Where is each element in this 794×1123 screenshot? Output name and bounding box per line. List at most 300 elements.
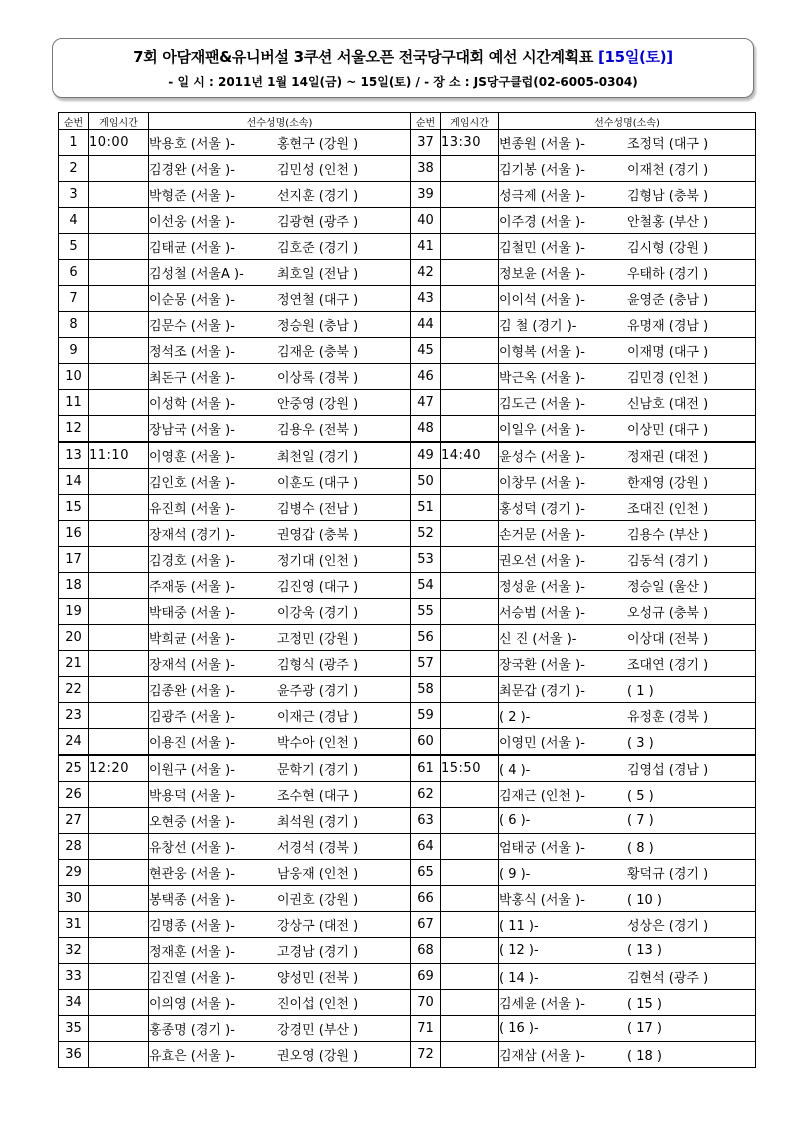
player-two: 정승원 (충남 ) (277, 319, 359, 334)
player-one: 이영훈 (서울 )- (149, 450, 235, 465)
player-two: 최천일 (경기 ) (277, 450, 359, 465)
match-players (499, 364, 756, 390)
game-time (89, 990, 149, 1016)
row-number: 67 (411, 912, 441, 938)
game-time (441, 1016, 499, 1042)
player-two: 유정훈 (경북 ) (627, 710, 709, 725)
game-time (441, 234, 499, 260)
player-two: 김병수 (전남 ) (277, 502, 359, 517)
game-time (441, 938, 499, 964)
game-time (89, 547, 149, 573)
game-time (89, 573, 149, 599)
player-one: ( 16 )- (499, 1021, 539, 1036)
player-two: 진이섭 (인천 ) (277, 997, 359, 1012)
match-players (499, 599, 756, 625)
game-time (441, 573, 499, 599)
table-row (411, 390, 756, 416)
table-row (59, 677, 411, 703)
player-one: 유진희 (서울 )- (149, 502, 235, 517)
row-number: 43 (411, 286, 441, 312)
player-one: 이원구 (서울 )- (149, 763, 235, 778)
game-time (441, 808, 499, 834)
game-time (441, 1042, 499, 1068)
player-one: 엄태궁 (서울 )- (499, 841, 585, 856)
table-row (411, 547, 756, 573)
player-two: 정승일 (울산 ) (627, 580, 709, 595)
row-number: 59 (411, 703, 441, 729)
player-two: ( 10 ) (627, 893, 662, 908)
player-two: 이강욱 (경기 ) (277, 606, 359, 621)
game-time (89, 234, 149, 260)
player-one: 김성철 (서울A )- (149, 267, 244, 282)
player-two: 오성규 (충북 ) (627, 606, 709, 621)
match-players (499, 808, 756, 834)
player-one: 최문갑 (경기 )- (499, 684, 585, 699)
game-time (441, 416, 499, 443)
player-one: 권오선 (서울 )- (499, 554, 585, 569)
row-number: 44 (411, 312, 441, 338)
table-row (411, 938, 756, 964)
player-one: 이주경 (서울 )- (499, 215, 585, 230)
player-one: 박근옥 (서울 )- (499, 371, 585, 386)
player-one: 김기봉 (서울 )- (499, 163, 585, 178)
match-players (149, 938, 411, 964)
table-row (59, 182, 411, 208)
match-players (499, 912, 756, 938)
player-two: 최호일 (전남 ) (277, 267, 359, 282)
game-time: 10:00 (89, 130, 149, 156)
match-players (499, 860, 756, 886)
match-players (499, 990, 756, 1016)
row-number: 69 (411, 964, 441, 990)
player-two: 김용우 (전북 ) (277, 423, 359, 438)
row-number: 37 (411, 130, 441, 156)
table-row (411, 625, 756, 651)
player-one: ( 4 )- (499, 763, 531, 778)
row-number: 40 (411, 208, 441, 234)
player-two: 윤주광 (경기 ) (277, 684, 359, 699)
player-one: 이일우 (서울 )- (499, 423, 585, 438)
table-row (59, 573, 411, 599)
match-players (149, 782, 411, 808)
match-players (499, 260, 756, 286)
game-time: 12:20 (89, 755, 149, 782)
player-two: 이재명 (대구 ) (627, 345, 709, 360)
player-two: 조정덕 (대구 ) (627, 137, 709, 152)
match-players (499, 130, 756, 156)
player-two: 고경남 (경기 ) (277, 945, 359, 960)
player-one: 주재동 (서울 )- (149, 580, 235, 595)
schedule-table-left (58, 112, 411, 1068)
column-header-num: 순번 (59, 113, 89, 130)
row-number: 22 (59, 677, 89, 703)
player-two: 안중영 (강원 ) (277, 397, 359, 412)
match-players (499, 286, 756, 312)
row-number: 7 (59, 286, 89, 312)
player-two: 김광현 (광주 ) (277, 215, 359, 230)
row-number: 30 (59, 886, 89, 912)
player-two: 고정민 (강원 ) (277, 632, 359, 647)
player-two: 최석원 (경기 ) (277, 815, 359, 830)
table-row (59, 599, 411, 625)
game-time (441, 547, 499, 573)
player-one: 이선웅 (서울 )- (149, 215, 235, 230)
table-row (411, 599, 756, 625)
match-players (149, 260, 411, 286)
match-players (149, 912, 411, 938)
game-time (441, 469, 499, 495)
player-one: 이순몽 (서울 )- (149, 293, 235, 308)
table-row (59, 442, 411, 469)
player-two: 김호준 (경기 ) (277, 241, 359, 256)
game-time (441, 312, 499, 338)
table-row (59, 390, 411, 416)
player-one: 정재훈 (서울 )- (149, 945, 235, 960)
row-number: 10 (59, 364, 89, 390)
match-players (499, 521, 756, 547)
game-time (441, 521, 499, 547)
player-two: 유명재 (경남 ) (627, 319, 709, 334)
table-row (59, 521, 411, 547)
table-row (411, 130, 756, 156)
match-players (149, 651, 411, 677)
match-players (149, 469, 411, 495)
player-two: 황덕규 (경기 ) (627, 867, 709, 882)
column-header-num: 순번 (411, 113, 441, 130)
row-number: 20 (59, 625, 89, 651)
table-row (59, 651, 411, 677)
player-one: 장재석 (경기 )- (149, 528, 235, 543)
match-players (149, 208, 411, 234)
game-time (441, 964, 499, 990)
row-number: 38 (411, 156, 441, 182)
match-players (499, 182, 756, 208)
table-row (411, 208, 756, 234)
player-two: 이재천 (경기 ) (627, 163, 709, 178)
player-two: 정연철 (대구 ) (277, 293, 359, 308)
player-two: 서경석 (경북 ) (277, 841, 359, 856)
player-one: 정보윤 (서울 )- (499, 267, 585, 282)
player-one: 이형복 (서울 )- (499, 345, 585, 360)
table-row (59, 364, 411, 390)
row-number: 21 (59, 651, 89, 677)
match-players (499, 677, 756, 703)
row-number: 5 (59, 234, 89, 260)
match-players (499, 782, 756, 808)
row-number: 64 (411, 834, 441, 860)
player-one: 서승범 (서울 )- (499, 606, 585, 621)
table-row (411, 312, 756, 338)
player-one: 김태균 (서울 )- (149, 241, 235, 256)
player-two: 김시형 (강원 ) (627, 241, 709, 256)
game-time (89, 729, 149, 756)
match-players (149, 182, 411, 208)
player-one: 김세윤 (서울 )- (499, 997, 585, 1012)
table-row (59, 834, 411, 860)
match-players (149, 1016, 411, 1042)
player-one: ( 6 )- (499, 813, 531, 828)
table-row (59, 260, 411, 286)
match-players (499, 625, 756, 651)
player-two: ( 1 ) (627, 684, 654, 699)
match-players (149, 156, 411, 182)
game-time (89, 912, 149, 938)
player-one: 홍성덕 (경기 )- (499, 502, 585, 517)
match-players (499, 338, 756, 364)
row-number: 48 (411, 416, 441, 443)
table-row (411, 703, 756, 729)
player-two: 정재권 (대전 ) (627, 450, 709, 465)
match-players (499, 416, 756, 443)
row-number: 46 (411, 364, 441, 390)
match-players (499, 1016, 756, 1042)
player-one: 김명종 (서울 )- (149, 919, 235, 934)
player-two: 박수아 (인천 ) (277, 736, 359, 751)
player-two: ( 5 ) (627, 789, 654, 804)
match-players (149, 729, 411, 756)
row-number: 16 (59, 521, 89, 547)
game-time (441, 182, 499, 208)
player-two: 한재영 (강원 ) (627, 476, 709, 491)
player-one: 봉택종 (서울 )- (149, 893, 235, 908)
row-number: 36 (59, 1042, 89, 1068)
game-time (89, 182, 149, 208)
row-number: 11 (59, 390, 89, 416)
player-one: 박홍식 (서울 )- (499, 893, 585, 908)
row-number: 2 (59, 156, 89, 182)
player-two: 이재근 (경남 ) (277, 710, 359, 725)
table-row (59, 1016, 411, 1042)
player-two: 안철홍 (부산 ) (627, 215, 709, 230)
game-time (441, 338, 499, 364)
player-two: 정기대 (인천 ) (277, 554, 359, 569)
match-players (499, 651, 756, 677)
match-players (499, 729, 756, 756)
row-number: 56 (411, 625, 441, 651)
match-players (149, 1042, 411, 1068)
row-number: 66 (411, 886, 441, 912)
match-players (149, 547, 411, 573)
player-two: 김재운 (충북 ) (277, 345, 359, 360)
table-row (59, 130, 411, 156)
game-time (441, 729, 499, 756)
table-row (59, 860, 411, 886)
row-number: 9 (59, 338, 89, 364)
match-players (499, 703, 756, 729)
game-time: 14:40 (441, 442, 499, 469)
table-row (59, 208, 411, 234)
table-row (411, 651, 756, 677)
match-players (499, 442, 756, 469)
table-row (59, 755, 411, 782)
row-number: 29 (59, 860, 89, 886)
player-one: 유창선 (서울 )- (149, 841, 235, 856)
column-header-players: 선수성명(소속) (149, 113, 411, 130)
player-one: 김경완 (서울 )- (149, 163, 235, 178)
title-date-highlight: [15일(토)] (597, 48, 673, 66)
player-two: 조수현 (대구 ) (277, 789, 359, 804)
table-row (411, 1016, 756, 1042)
game-time (441, 912, 499, 938)
game-time (441, 886, 499, 912)
player-one: 김재삼 (서울 )- (499, 1049, 585, 1064)
match-players (499, 156, 756, 182)
player-one: 장국환 (서울 )- (499, 658, 585, 673)
player-two: 이상대 (전북 ) (627, 632, 709, 647)
player-two: 윤영준 (충남 ) (627, 293, 709, 308)
player-two: 권영갑 (충북 ) (277, 528, 359, 543)
match-players (149, 573, 411, 599)
game-time (441, 834, 499, 860)
match-players (149, 495, 411, 521)
game-time (89, 1016, 149, 1042)
game-time (441, 495, 499, 521)
player-one: 장재석 (서울 )- (149, 658, 235, 673)
player-two: 홍현구 (강원 ) (277, 137, 359, 152)
match-players (149, 286, 411, 312)
player-two: ( 13 ) (627, 943, 662, 958)
row-number: 42 (411, 260, 441, 286)
header-box (52, 38, 754, 98)
match-players (149, 860, 411, 886)
table-row (59, 729, 411, 756)
player-two: 신남호 (대전 ) (627, 397, 709, 412)
player-one: 이이석 (서울 )- (499, 293, 585, 308)
player-one: 최돈구 (서울 )- (149, 371, 235, 386)
game-time (89, 782, 149, 808)
player-two: 남웅재 (인천 ) (277, 867, 359, 882)
game-time (89, 808, 149, 834)
game-time (89, 286, 149, 312)
player-one: ( 2 )- (499, 710, 531, 725)
player-two: 김민경 (인천 ) (627, 371, 709, 386)
table-row (59, 703, 411, 729)
row-number: 27 (59, 808, 89, 834)
game-time (89, 599, 149, 625)
column-header-time: 게임시간 (89, 113, 149, 130)
table-row (59, 234, 411, 260)
player-one: ( 14 )- (499, 971, 539, 986)
match-players (499, 390, 756, 416)
game-time (441, 599, 499, 625)
player-two: 권오영 (강원 ) (277, 1049, 359, 1064)
table-row (59, 886, 411, 912)
row-number: 51 (411, 495, 441, 521)
game-time (441, 286, 499, 312)
match-players (149, 990, 411, 1016)
player-one: 홍종명 (경기 )- (149, 1023, 235, 1038)
row-number: 28 (59, 834, 89, 860)
player-two: 김진영 (대구 ) (277, 580, 359, 595)
row-number: 33 (59, 964, 89, 990)
table-row (411, 182, 756, 208)
player-two: 우태하 (경기 ) (627, 267, 709, 282)
row-number: 15 (59, 495, 89, 521)
title-main: 7회 아담재팬&유니버설 3쿠션 서울오픈 전국당구대회 예선 시간계획표 (133, 48, 594, 66)
player-two: 김형식 (광주 ) (277, 658, 359, 673)
table-row (411, 964, 756, 990)
player-one: 변종원 (서울 )- (499, 137, 585, 152)
match-players (499, 886, 756, 912)
schedule-table-right (410, 112, 756, 1068)
game-time (89, 1042, 149, 1068)
match-players (149, 312, 411, 338)
game-time (89, 312, 149, 338)
player-one: 박형준 (서울 )- (149, 189, 235, 204)
player-one: 이용진 (서울 )- (149, 736, 235, 751)
table-row (59, 469, 411, 495)
game-time (89, 338, 149, 364)
player-one: 김도근 (서울 )- (499, 397, 585, 412)
table-row (411, 260, 756, 286)
row-number: 31 (59, 912, 89, 938)
match-players (149, 338, 411, 364)
table-row (59, 547, 411, 573)
player-two: 양성민 (전북 ) (277, 971, 359, 986)
player-one: 오현중 (서울 )- (149, 815, 235, 830)
player-one: 김재근 (인천 )- (499, 789, 585, 804)
table-row (411, 495, 756, 521)
table-row (59, 312, 411, 338)
match-players (149, 442, 411, 469)
row-number: 19 (59, 599, 89, 625)
game-time (89, 390, 149, 416)
game-time (89, 469, 149, 495)
player-two: 김형남 (충북 ) (627, 189, 709, 204)
match-players (149, 364, 411, 390)
table-row (411, 573, 756, 599)
column-header-players: 선수성명(소속) (499, 113, 756, 130)
match-players (149, 521, 411, 547)
row-number: 54 (411, 573, 441, 599)
game-time (89, 834, 149, 860)
game-time (89, 625, 149, 651)
game-time (441, 703, 499, 729)
table-row (59, 990, 411, 1016)
row-number: 1 (59, 130, 89, 156)
player-one: 윤성수 (서울 )- (499, 450, 585, 465)
row-number: 32 (59, 938, 89, 964)
row-number: 34 (59, 990, 89, 1016)
player-one: 김진열 (서울 )- (149, 971, 235, 986)
match-players (499, 469, 756, 495)
game-time (441, 860, 499, 886)
match-players (499, 1042, 756, 1068)
row-number: 50 (411, 469, 441, 495)
player-one: 박희균 (서울 )- (149, 632, 235, 647)
player-two: 조대진 (인천 ) (627, 502, 709, 517)
player-one: 김철민 (서울 )- (499, 241, 585, 256)
player-two: ( 18 ) (627, 1049, 662, 1064)
game-time (89, 964, 149, 990)
game-time (89, 208, 149, 234)
player-two: ( 8 ) (627, 841, 654, 856)
game-time (441, 651, 499, 677)
player-two: ( 3 ) (627, 736, 654, 751)
match-players (149, 234, 411, 260)
row-number: 24 (59, 729, 89, 756)
match-players (499, 234, 756, 260)
game-time (441, 260, 499, 286)
player-one: 이의영 (서울 )- (149, 997, 235, 1012)
player-one: 정성윤 (서울 )- (499, 580, 585, 595)
table-row (59, 286, 411, 312)
player-two: 조대연 (경기 ) (627, 658, 709, 673)
game-time (89, 521, 149, 547)
player-two: 김용수 (부산 ) (627, 528, 709, 543)
match-players (149, 964, 411, 990)
player-one: 신 진 (서울 )- (499, 632, 577, 647)
